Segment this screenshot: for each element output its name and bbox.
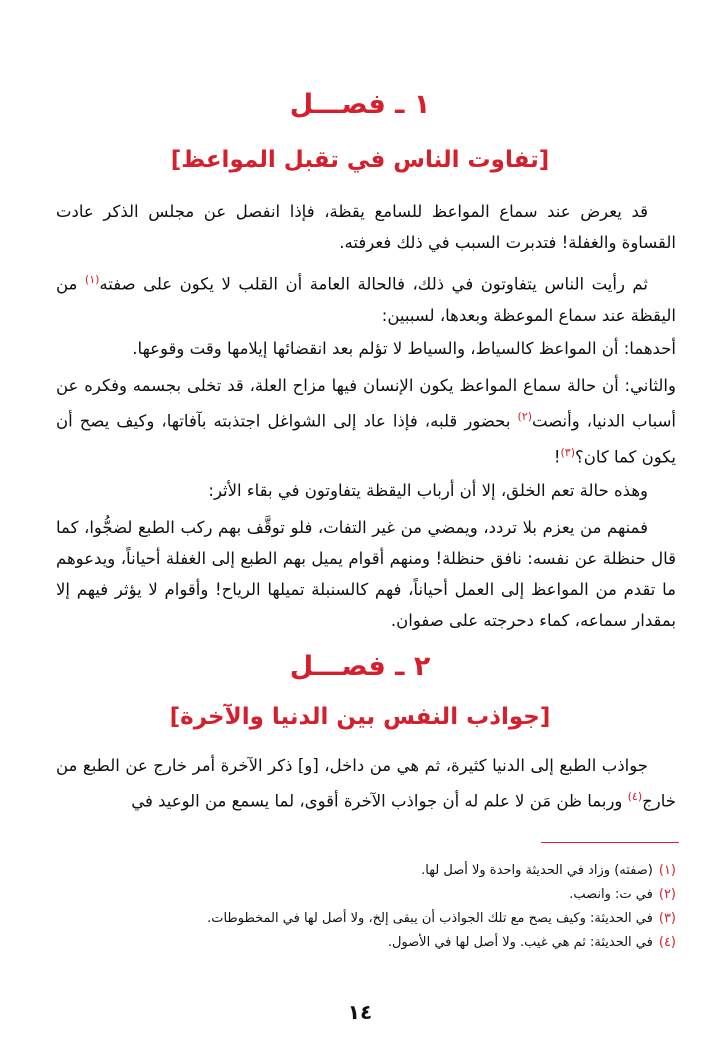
page-number: ١٤ xyxy=(347,1000,373,1024)
footnote-separator xyxy=(541,842,679,843)
section-1-paragraph-3: أحدهما: أن المواعظ كالسياط، والسياط لا تؤلم بعد انقضائها إيلامها وقت وقوعها. xyxy=(132,339,676,358)
section-1-paragraph-1: قد يعرض عند سماع المواعظ للسامع يقظة، فإذا انفصل عن مجلس الذكر عادت القساوة والغفلة! فتدبرت السبب في ذلك فعرفته. xyxy=(56,202,676,252)
footnote-text: (صفته) وزاد في الحديثة واحدة ولا أصل لها. xyxy=(421,863,653,878)
paragraph-text: والثاني: أن حالة سماع المواعظ يكون الإنسان فيها مزاح العلة، قد تخلى بجسمه وفكره عن أسباب الدنيا، وأنصت xyxy=(56,376,676,431)
footnote-1 xyxy=(56,860,676,882)
section-1-paragraph-5: وهذه حالة تعم الخلق، إلا أن أرباب اليقظة يتفاوتون في بقاء الأثر: xyxy=(208,481,648,500)
footnote-text: في الحديثة: ثم هي غيب. ولا أصل لها في الأصول. xyxy=(387,935,653,950)
footnote-ref-2: (٢) xyxy=(517,410,533,423)
section-2-subheading: [جواذب النفس بين الدنيا والآخرة] xyxy=(169,704,551,730)
footnote-text: في الحديثة: وكيف يصح مع تلك الجواذب أن يبقى إلخ، ولا أصل لها في المخطوطات. xyxy=(207,911,653,926)
paragraph-text: ثم رأيت الناس يتفاوتون في ذلك، فالحالة العامة أن القلب لا يكون على صفته xyxy=(99,274,648,294)
section-1-subheading: [تفاوت الناس في تقبل المواعظ] xyxy=(170,147,550,173)
paragraph-text: وربما ظن مَن لا علم له أن جواذب الآخرة أقوى، لما يسمع من الوعيد في xyxy=(131,791,628,811)
paragraph-text: ! xyxy=(553,447,561,466)
footnote-number: (٤) xyxy=(658,935,676,950)
footnote-number: (٣) xyxy=(658,911,676,926)
section-1-heading: ١ ـ فصـــل xyxy=(289,89,431,120)
footnote-ref-1: (١) xyxy=(84,273,100,286)
section-1-paragraph-6: فمنهم من يعزم بلا تردد، ويمضي من غير التفات، فلو توقَّف بهم ركب الطبع لضجُّوا، كما قال حنظلة عن نفسه: نافق حنظلة! ومنهم أقوام يميل بهم الطبع إلى الغفلة أحياناً، ويدعوهم ما تقدم من المواعظ إلى العمل أحياناً، فهم كالسنبلة تميلها الرياح! وأقوام لا يؤثر فيهم إلا بمقدار سماعه، كماء دحرجته على صفوان. xyxy=(56,518,676,630)
footnote-text: في ت: وانصب. xyxy=(569,887,653,902)
section-2-heading: ٢ ـ فصـــل xyxy=(289,651,431,682)
footnote-3 xyxy=(56,908,676,930)
footnote-4 xyxy=(56,932,676,954)
paragraph-text: من اليقظة عند سماع الموعظة وبعدها، لسببين: xyxy=(56,274,676,325)
paragraph-text: بحضور قلبه، فإذا عاد إلى الشواغل اجتذبته بآفاتها، وكيف يصح أن يكون كما كان؟ xyxy=(56,411,676,466)
footnote-2 xyxy=(56,884,676,906)
footnote-ref-3: (٣) xyxy=(560,445,575,459)
section-1-paragraph-2 xyxy=(56,264,676,331)
footnote-number: (١) xyxy=(658,863,676,878)
footnote-ref-4: (٤) xyxy=(627,790,643,803)
footnote-number: (٢) xyxy=(658,887,676,902)
section-2-paragraph-1 xyxy=(56,750,676,817)
paragraph-text: جواذب الطبع إلى الدنيا كثيرة، ثم هي من داخل، [و] ذكر الآخرة أمر خارج عن الطبع من خارج xyxy=(56,756,676,811)
section-1-paragraph-4 xyxy=(56,370,676,472)
